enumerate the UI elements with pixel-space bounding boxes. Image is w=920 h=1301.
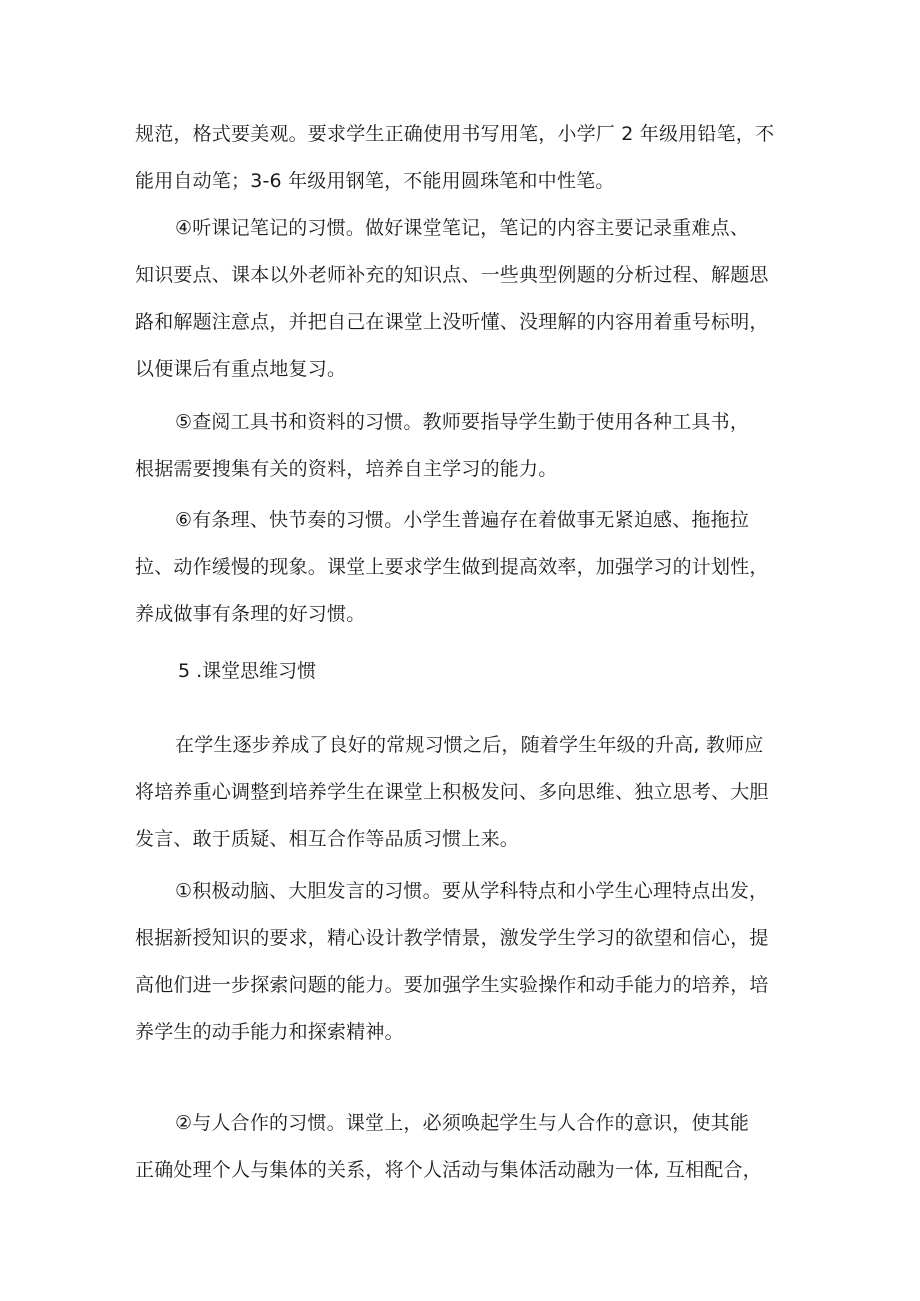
text-line: ⑥有条理、快节奏的习惯。小学生普遍存在着做事无紧迫感、拖拖拉 (175, 509, 750, 531)
text-line: 发言、敢于质疑、相互合作等品质习惯上来。 (135, 828, 520, 850)
paragraph-cooperation (135, 1100, 795, 1194)
text-line: 路和解题注意点，并把自己在课堂上没听懂、没理解的内容用着重号标明， (135, 311, 769, 333)
text-line: 根据新授知识的要求，精心设计教学情景，激发学生学习的欲望和信心，提 (135, 927, 769, 949)
text-line: 养学生的动手能力和探索精神。 (135, 1021, 404, 1043)
text-line: ④听课记笔记的习惯。做好课堂笔记，笔记的内容主要记录重难点、 (175, 217, 750, 239)
paragraph-thinking-intro (135, 722, 795, 863)
text-line: 规范，格式要美观。要求学生正确使用书写用笔，小学厂 2 年级用铅笔，不 (135, 123, 775, 145)
text-line: 以便课后有重点地复习。 (135, 358, 347, 380)
text-line: 高他们进一步探索问题的能力。要加强学生实验操作和动手能力的培养，培 (135, 974, 769, 996)
section-heading: 5 .课堂思维习惯 (178, 660, 317, 682)
text-line: 能用自动笔；3-6 年级用钢笔，不能用圆珠笔和中性笔。 (135, 170, 615, 192)
text-line: ⑤查阅工具书和资料的习惯。教师要指导学生勤于使用各种工具书， (175, 411, 750, 433)
text-line: 养成做事有条理的好习惯。 (135, 603, 366, 625)
text-line: ①积极动脑、大胆发言的习惯。要从学科特点和小学生心理特点出发， (175, 880, 769, 902)
text-line: 将培养重心调整到培养学生在课堂上积极发问、多向思维、独立思考、大胆 (135, 781, 769, 803)
paragraph-active-thinking (135, 868, 795, 1056)
paragraph-orderliness (135, 497, 795, 638)
text-line: ②与人合作的习惯。课堂上，必须唤起学生与人合作的意识，使其能 (175, 1112, 750, 1134)
text-line: 知识要点、课本以外老师补充的知识点、一些典型例题的分析过程、解题思 (135, 264, 769, 286)
text-line: 在学生逐步养成了良好的常规习惯之后，随着学生年级的升高, 教师应 (175, 734, 764, 756)
paragraph-note-taking (135, 205, 795, 393)
paragraph-reference-books (135, 399, 795, 493)
paragraph-writing-tools (135, 111, 795, 205)
text-line: 根据需要搜集有关的资料，培养自主学习的能力。 (135, 458, 558, 480)
text-line: 正确处理个人与集体的关系，将个人活动与集体活动融为一体, 互相配合， (135, 1159, 762, 1181)
text-line: 拉、动作缓慢的现象。课堂上要求学生做到提高效率，加强学习的计划性， (135, 556, 769, 578)
